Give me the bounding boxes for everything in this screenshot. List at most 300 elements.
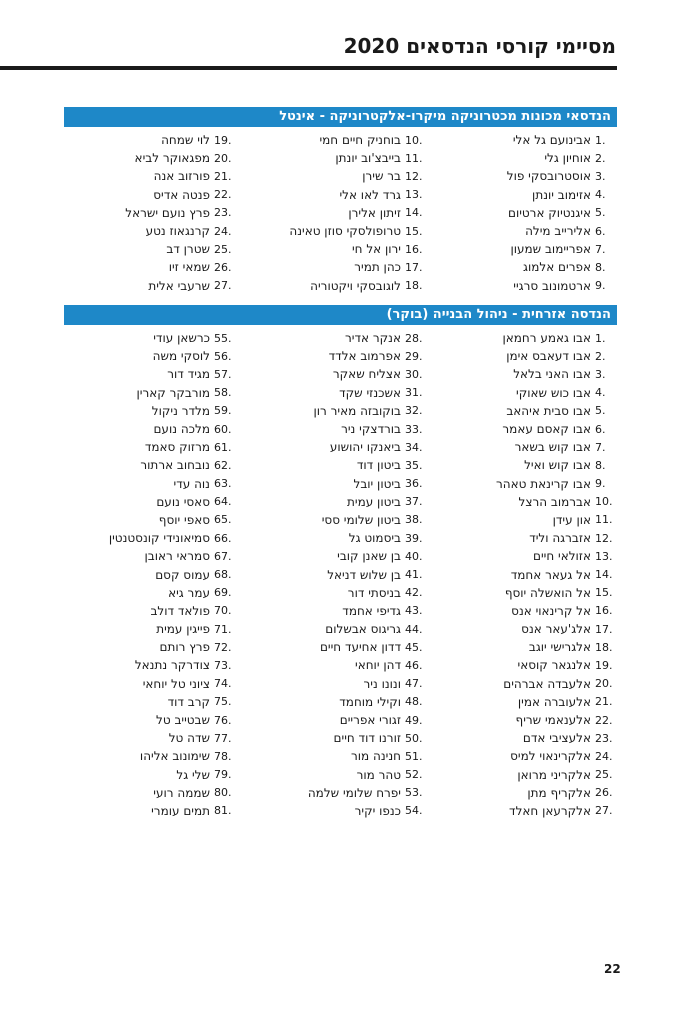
- list-item: [64, 420, 236, 438]
- list-item: [255, 402, 427, 420]
- graduate-name: ונונו ניר: [363, 676, 401, 691]
- list-item: [445, 204, 617, 222]
- item-number: 56.: [214, 349, 232, 363]
- section-title-mechanics: הנדסאי מכונות מכטרוניקה מיקרו-אלקטרוניקה - אינטל: [64, 107, 617, 127]
- section-1-column-1: [255, 329, 427, 820]
- item-number: 21.: [214, 169, 232, 183]
- item-number: 37.: [405, 495, 423, 509]
- graduate-name: טרופולסקי סוזן טאינה: [289, 224, 401, 239]
- item-number: 16.: [595, 604, 613, 618]
- graduate-name: ביטון יובל: [353, 476, 401, 491]
- item-number: 61.: [214, 440, 232, 454]
- graduate-name: אלגרישי יוגב: [528, 640, 591, 655]
- list-item: [445, 565, 617, 583]
- graduate-name: אלנגאר קוסאי: [517, 658, 591, 673]
- graduate-name: אפרמוב אלדד: [328, 349, 401, 364]
- list-item: [255, 547, 427, 565]
- item-number: 35.: [405, 458, 423, 472]
- list-item: [255, 656, 427, 674]
- item-number: 75.: [214, 695, 232, 709]
- item-number: 79.: [214, 768, 232, 782]
- section-1-column-2: [64, 329, 236, 820]
- list-item: [255, 384, 427, 402]
- graduate-name: איגנטיוק ארטיום: [507, 205, 591, 220]
- list-item: [445, 329, 617, 347]
- list-item: [64, 638, 236, 656]
- item-number: 15.: [595, 586, 613, 600]
- graduate-name: ארטמונוב סרגיי: [513, 278, 591, 293]
- list-item: [445, 222, 617, 240]
- graduate-name: ביטון עמית: [347, 494, 401, 509]
- graduate-name: אזברגה וליד: [529, 531, 591, 546]
- list-item: [64, 547, 236, 565]
- item-number: 9.: [595, 477, 606, 491]
- item-number: 15.: [405, 224, 423, 238]
- graduate-name: כהן תמיר: [354, 260, 401, 275]
- item-number: 47.: [405, 677, 423, 691]
- item-number: 27.: [214, 279, 232, 293]
- list-item: [445, 656, 617, 674]
- list-item: [64, 693, 236, 711]
- list-item: [445, 347, 617, 365]
- item-number: 64.: [214, 495, 232, 509]
- item-number: 32.: [405, 404, 423, 418]
- list-item: [445, 131, 617, 149]
- list-item: [255, 675, 427, 693]
- graduate-name: אלג'עאר אנס: [521, 622, 591, 637]
- graduate-name: שממה רועי: [153, 785, 210, 800]
- item-number: 8.: [595, 458, 606, 472]
- list-item: [445, 149, 617, 167]
- item-number: 54.: [405, 804, 423, 818]
- graduate-name: אבו סבית איהאב: [506, 403, 591, 418]
- graduate-name: ביטון דוד: [356, 458, 401, 473]
- list-item: [255, 131, 427, 149]
- list-item: [64, 620, 236, 638]
- graduate-name: ביסמוט גל: [348, 531, 401, 546]
- item-number: 33.: [405, 422, 423, 436]
- graduate-name: נובחוב ארתור: [140, 458, 210, 473]
- item-number: 2.: [595, 349, 606, 363]
- graduate-name: זורנו דוד חיים: [333, 731, 401, 746]
- graduate-name: אבו דעאבס אימן: [506, 349, 591, 364]
- section-title-civil: הנדסה אזרחית - ניהול הבנייה (בוקר): [64, 305, 617, 325]
- graduate-name: אפריימוב שמעון: [510, 242, 591, 257]
- item-number: 51.: [405, 749, 423, 763]
- item-number: 24.: [595, 749, 613, 763]
- item-number: 80.: [214, 786, 232, 800]
- graduate-name: אל קרינאוי אנס: [511, 603, 591, 618]
- graduate-name: אלקריף מתן: [527, 785, 591, 800]
- graduate-name: יפרח שלומי שלמה: [307, 785, 401, 800]
- graduate-name: אבינועם גל אלי: [512, 133, 591, 148]
- item-number: 25.: [214, 242, 232, 256]
- list-item: [445, 402, 617, 420]
- list-item: [255, 711, 427, 729]
- list-item: [255, 222, 427, 240]
- graduate-name: שדה טל: [168, 731, 210, 746]
- list-item: [255, 729, 427, 747]
- list-item: [64, 240, 236, 258]
- item-number: 7.: [595, 242, 606, 256]
- item-number: 23.: [595, 731, 613, 745]
- graduate-name: בייבצ'וב יונתן: [335, 151, 401, 166]
- item-number: 6.: [595, 224, 606, 238]
- list-item: [255, 511, 427, 529]
- list-item: [445, 602, 617, 620]
- list-item: [255, 475, 427, 493]
- list-item: [445, 186, 617, 204]
- graduate-name: אזולאי חיים: [533, 549, 591, 564]
- graduate-name: קרב דוד: [167, 694, 210, 709]
- graduate-name: טהר מור: [356, 767, 401, 782]
- list-item: [255, 784, 427, 802]
- list-item: [64, 802, 236, 820]
- graduate-name: שטרן דב: [166, 242, 210, 257]
- graduate-name: אבו קוש בשאר: [514, 440, 591, 455]
- graduate-name: בוחניק חיים חמי: [319, 133, 401, 148]
- item-number: 12.: [405, 169, 423, 183]
- list-item: [64, 675, 236, 693]
- item-number: 23.: [214, 206, 232, 220]
- item-number: 81.: [214, 804, 232, 818]
- list-item: [64, 277, 236, 295]
- graduate-name: מלכה נועם: [153, 422, 210, 437]
- section-0-column-2: [64, 131, 236, 295]
- item-number: 6.: [595, 422, 606, 436]
- graduate-name: אבו קרינאת טאהר: [496, 476, 591, 491]
- item-number: 13.: [405, 188, 423, 202]
- item-number: 7.: [595, 440, 606, 454]
- item-number: 57.: [214, 367, 232, 381]
- list-item: [445, 240, 617, 258]
- list-item: [255, 693, 427, 711]
- item-number: 70.: [214, 604, 232, 618]
- list-item: [255, 329, 427, 347]
- item-number: 44.: [405, 622, 423, 636]
- graduate-name: מרזוק סאמד: [144, 440, 210, 455]
- graduate-name: און עידן: [552, 512, 591, 527]
- graduate-name: שרעבי אלית: [148, 278, 210, 293]
- item-number: 39.: [405, 531, 423, 545]
- graduate-name: סאפי יוסף: [158, 512, 210, 527]
- item-number: 53.: [405, 786, 423, 800]
- list-item: [255, 240, 427, 258]
- graduate-name: גרד לאו אלי: [339, 187, 401, 202]
- graduate-name: נוה עדי: [173, 476, 210, 491]
- item-number: 12.: [595, 531, 613, 545]
- list-item: [445, 529, 617, 547]
- list-item: [445, 675, 617, 693]
- list-item: [445, 438, 617, 456]
- graduate-name: אלעבדה אברהים: [503, 676, 591, 691]
- graduate-name: אברמוב הרצל: [518, 494, 591, 509]
- graduate-name: אל געאר אחמד: [510, 567, 591, 582]
- item-number: 19.: [214, 133, 232, 147]
- item-number: 25.: [595, 768, 613, 782]
- item-number: 58.: [214, 386, 232, 400]
- graduate-name: שמאי זיו: [168, 260, 210, 275]
- item-number: 13.: [595, 549, 613, 563]
- graduate-name: תמים עומרי: [151, 803, 210, 818]
- graduate-name: מורבקר קארין: [136, 385, 210, 400]
- graduate-name: שלי גל: [176, 767, 210, 782]
- item-number: 19.: [595, 658, 613, 672]
- section-0-column-1: [255, 131, 427, 295]
- item-number: 14.: [405, 206, 423, 220]
- list-item: [255, 584, 427, 602]
- graduate-name: דהן יוחאי: [355, 658, 401, 673]
- list-item: [64, 475, 236, 493]
- graduate-name: אלקרינאוי למיס: [510, 749, 591, 764]
- item-number: 1.: [595, 331, 606, 345]
- graduate-name: גדיפי אחמד: [342, 603, 401, 618]
- graduate-name: דדון אחיעד חיים: [319, 640, 401, 655]
- list-item: [445, 693, 617, 711]
- list-item: [255, 620, 427, 638]
- item-number: 40.: [405, 549, 423, 563]
- item-number: 8.: [595, 260, 606, 274]
- item-number: 18.: [405, 279, 423, 293]
- list-item: [64, 402, 236, 420]
- graduate-name: בר שירן: [362, 169, 401, 184]
- list-item: [255, 167, 427, 185]
- graduate-name: פרץ רותם: [159, 640, 210, 655]
- graduate-name: פייגין עמית: [156, 622, 210, 637]
- graduate-name: אוסטרובסקי פול: [506, 169, 591, 184]
- list-item: [255, 420, 427, 438]
- graduate-name: אלעציבי אדם: [522, 731, 591, 746]
- item-number: 60.: [214, 422, 232, 436]
- graduate-name: אבו גאמע רחמאן: [502, 331, 591, 346]
- title-underline: [0, 66, 617, 70]
- list-item: [255, 277, 427, 295]
- graduate-name: אלירייב מילה: [525, 224, 591, 239]
- list-item: [255, 204, 427, 222]
- list-item: [445, 620, 617, 638]
- item-number: 63.: [214, 477, 232, 491]
- graduate-name: מלדר ניקול: [151, 403, 210, 418]
- graduate-name: אזימוב יונתן: [532, 187, 591, 202]
- graduate-name: אפרים אלמוג: [523, 260, 591, 275]
- list-item: [64, 456, 236, 474]
- item-number: 46.: [405, 658, 423, 672]
- list-item: [64, 602, 236, 620]
- list-item: [445, 766, 617, 784]
- item-number: 43.: [405, 604, 423, 618]
- list-item: [255, 802, 427, 820]
- graduate-name: ציוני טל יוחאי: [142, 676, 210, 691]
- graduate-name: אלקרעאן חאלד: [509, 803, 591, 818]
- graduate-name: בניסתי דור: [347, 585, 401, 600]
- page-number: 22: [604, 962, 621, 976]
- list-item: [255, 456, 427, 474]
- list-item: [64, 766, 236, 784]
- list-item: [64, 186, 236, 204]
- graduate-name: אבו קאסם עאמר: [502, 422, 591, 437]
- list-item: [255, 186, 427, 204]
- list-item: [64, 204, 236, 222]
- graduate-name: זגורי אפריים: [339, 713, 401, 728]
- list-item: [64, 493, 236, 511]
- graduate-name: פרץ נועם ישראל: [125, 205, 210, 220]
- item-number: 78.: [214, 749, 232, 763]
- list-item: [445, 456, 617, 474]
- list-item: [445, 547, 617, 565]
- item-number: 50.: [405, 731, 423, 745]
- item-number: 16.: [405, 242, 423, 256]
- list-item: [445, 711, 617, 729]
- list-item: [445, 784, 617, 802]
- item-number: 69.: [214, 586, 232, 600]
- section-1-column-0: [445, 329, 617, 820]
- list-item: [64, 347, 236, 365]
- graduate-name: בן שאנן קובי: [337, 549, 401, 564]
- item-number: 77.: [214, 731, 232, 745]
- list-item: [445, 277, 617, 295]
- item-number: 14.: [595, 568, 613, 582]
- list-item: [64, 784, 236, 802]
- graduate-name: אלעוברה אמין: [517, 694, 591, 709]
- list-item: [255, 493, 427, 511]
- graduate-name: גריגוס אבשלום: [325, 622, 401, 637]
- graduate-name: אבו האני בלאל: [513, 367, 591, 382]
- item-number: 68.: [214, 568, 232, 582]
- graduate-name: אשכנזי שקד: [339, 385, 401, 400]
- list-item: [445, 167, 617, 185]
- graduate-name: כנפו יקיר: [354, 803, 401, 818]
- list-item: [255, 529, 427, 547]
- item-number: 20.: [595, 677, 613, 691]
- item-number: 52.: [405, 768, 423, 782]
- list-item: [64, 384, 236, 402]
- item-number: 26.: [595, 786, 613, 800]
- list-item: [255, 438, 427, 456]
- list-item: [64, 747, 236, 765]
- item-number: 31.: [405, 386, 423, 400]
- list-item: [64, 656, 236, 674]
- item-number: 11.: [405, 151, 423, 165]
- list-item: [255, 602, 427, 620]
- item-number: 5.: [595, 206, 606, 220]
- item-number: 11.: [595, 513, 613, 527]
- list-item: [445, 420, 617, 438]
- graduate-name: כרשאן עודי: [153, 331, 210, 346]
- item-number: 5.: [595, 404, 606, 418]
- list-item: [255, 258, 427, 276]
- graduate-name: אל הואשלה יוסף: [504, 585, 591, 600]
- graduate-name: בורדצקי ניר: [341, 422, 401, 437]
- list-item: [445, 802, 617, 820]
- item-number: 4.: [595, 386, 606, 400]
- graduate-name: אלקריני מרואן: [517, 767, 591, 782]
- graduate-name: קרנגאוז נטע: [145, 224, 210, 239]
- graduate-name: מגיד דור: [167, 367, 210, 382]
- list-item: [445, 475, 617, 493]
- item-number: 4.: [595, 188, 606, 202]
- graduate-name: ביאנקו יהושוע: [329, 440, 401, 455]
- graduate-name: וקילי מוחמד: [339, 694, 401, 709]
- item-number: 55.: [214, 331, 232, 345]
- graduate-name: עמר גיא: [168, 585, 210, 600]
- graduate-name: לוי שמחה: [161, 133, 210, 148]
- list-item: [445, 258, 617, 276]
- section-0-column-0: [445, 131, 617, 295]
- list-item: [64, 529, 236, 547]
- graduate-name: אנקר אדיר: [345, 331, 401, 346]
- item-number: 48.: [405, 695, 423, 709]
- item-number: 10.: [405, 133, 423, 147]
- list-item: [255, 565, 427, 583]
- list-item: [445, 511, 617, 529]
- list-item: [445, 365, 617, 383]
- list-item: [64, 511, 236, 529]
- item-number: 71.: [214, 622, 232, 636]
- graduate-name: שבטייב טל: [156, 713, 210, 728]
- list-item: [445, 584, 617, 602]
- graduate-name: בוקובזה מאיר רון: [313, 403, 401, 418]
- item-number: 18.: [595, 640, 613, 654]
- list-item: [64, 365, 236, 383]
- graduate-name: שימונוב אליהו: [139, 749, 210, 764]
- graduate-name: צודרקר נתנאל: [134, 658, 210, 673]
- list-item: [64, 584, 236, 602]
- item-number: 29.: [405, 349, 423, 363]
- list-item: [445, 493, 617, 511]
- item-number: 38.: [405, 513, 423, 527]
- list-item: [64, 258, 236, 276]
- page-title: מסיימי קורסי הנדסאים 2020: [343, 34, 616, 58]
- graduate-name: אבו קוש ואיל: [524, 458, 591, 473]
- list-item: [255, 347, 427, 365]
- list-item: [255, 365, 427, 383]
- list-item: [64, 222, 236, 240]
- graduate-name: פנטה אדיס: [153, 187, 210, 202]
- item-number: 3.: [595, 169, 606, 183]
- list-item: [255, 766, 427, 784]
- graduate-name: בן שלוש דניאל: [327, 567, 401, 582]
- list-item: [445, 384, 617, 402]
- graduate-name: אוחיון גלי: [544, 151, 591, 166]
- list-item: [64, 438, 236, 456]
- list-item: [64, 167, 236, 185]
- item-number: 49.: [405, 713, 423, 727]
- graduate-name: אלענאמי שריף: [515, 713, 591, 728]
- list-item: [64, 729, 236, 747]
- item-number: 22.: [595, 713, 613, 727]
- graduate-name: פולאד דולב: [150, 603, 210, 618]
- graduate-name: פורזוב אנה: [153, 169, 210, 184]
- list-item: [64, 565, 236, 583]
- graduate-name: מפגאוקר לביא: [134, 151, 210, 166]
- item-number: 41.: [405, 568, 423, 582]
- item-number: 67.: [214, 549, 232, 563]
- item-number: 27.: [595, 804, 613, 818]
- item-number: 26.: [214, 260, 232, 274]
- item-number: 17.: [595, 622, 613, 636]
- item-number: 59.: [214, 404, 232, 418]
- item-number: 36.: [405, 477, 423, 491]
- list-item: [64, 131, 236, 149]
- item-number: 17.: [405, 260, 423, 274]
- item-number: 9.: [595, 279, 606, 293]
- item-number: 76.: [214, 713, 232, 727]
- graduate-name: לוסקי משה: [152, 349, 210, 364]
- list-item: [64, 149, 236, 167]
- list-item: [64, 329, 236, 347]
- graduate-name: חנינה מור: [351, 749, 401, 764]
- item-number: 62.: [214, 458, 232, 472]
